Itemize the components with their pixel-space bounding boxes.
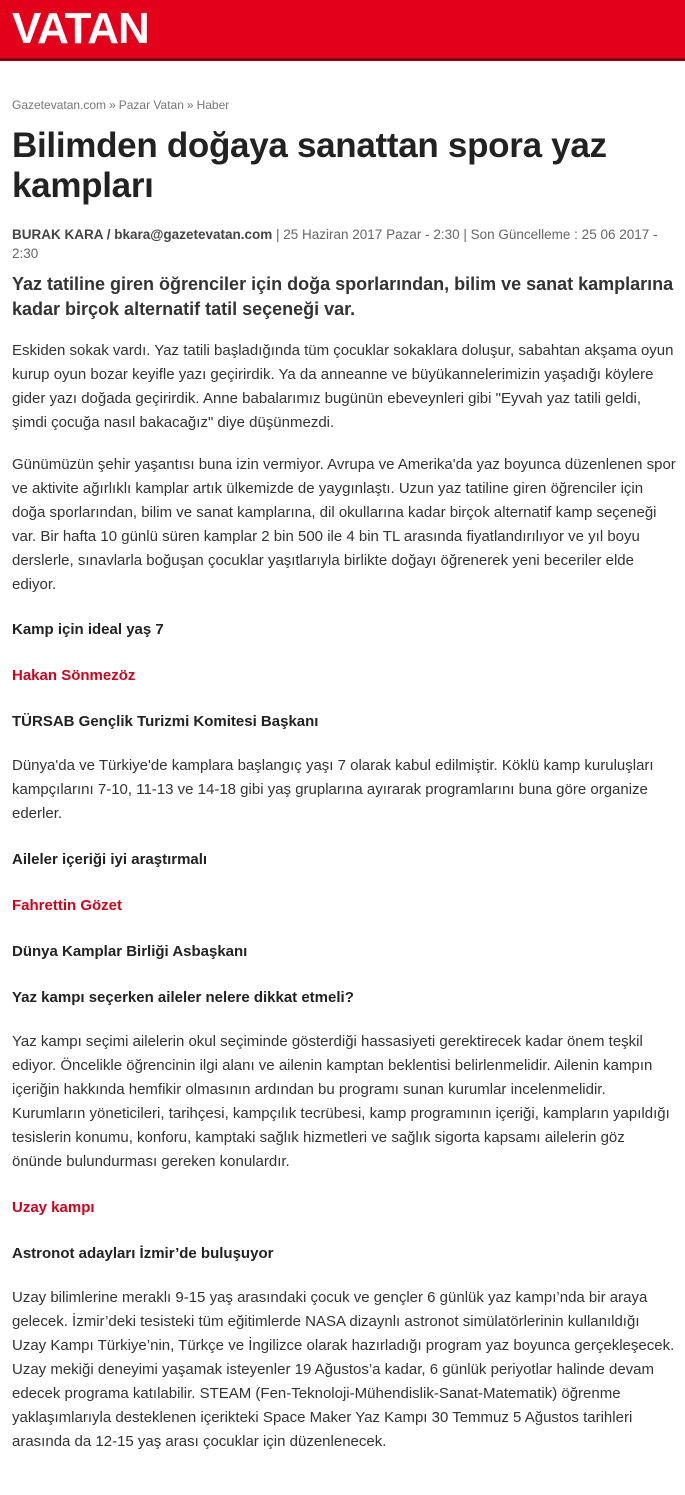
subheading-research: Aileler içeriği iyi araştırmalı [12, 851, 208, 868]
byline-date: 25 Haziran 2017 Pazar - 2:30 [283, 227, 460, 242]
paragraph-1: Eskiden sokak vardı. Yaz tatili başladığında tüm çocuklar sokaklara doluşur, sabahtan akşama oyun kurup oyun bozar keyifle yazı geçirirdik. Ya da anneanne ve büyükannelerimizin yaşadığı köylere gider yazı doğada geçirirdik. Anne babalarımız bugünün ebeveynleri gibi "Eyvah yaz tatili geldi, şimdi çocuğa nasıl bakacağız" diye düşünmezdi. [12, 342, 674, 431]
paragraph-2: Günümüzün şehir yaşantısı buna izin vermiyor. Avrupa ve Amerika'da yaz boyunca düzenlenen spor ve aktivite ağırlıklı kamplar artık ülkemizde de yaygınlaştı. Uzun yaz tatiline giren öğrenciler için doğa sporlarından, bilim ve sanat kamplarına, dil okullarına kadar birçok alternatif kamp seçeneği var. Bir hafta 10 günlü süren kamplar 2 bin 500 ile 4 bin TL arasında fiyatlandırılıyor ve yıl boyu derslerle, sınavlarla boğuşan çocuklar yaşıtlarıyla birlikte doğayı öğrenerek yeni beceriler elde ediyor. [12, 456, 676, 593]
paragraph-3: Dünya'da ve Türkiye'de kamplara başlangıç yaşı 7 olarak kabul edilmiştir. Köklü kamp kuruluşları kampçılarını 7-10, 11-13 ve 14-18 gibi yaş gruplarına ayırarak programlarını buna göre organize ederler. [12, 757, 654, 822]
byline-update: Son Güncelleme : 25 06 2017 - 2:30 [12, 227, 658, 261]
paragraph-4: Yaz kampı seçimi ailelerin okul seçiminde gösterdiği hassasiyeti gerektirecek kadar önem teşkil ediyor. Öncelikle öğrencinin ilgi alanı ve ailenin kamptan beklentisi belirlenmelidir. Ailenin kampın içeriğin hakkında hemfikir olmasının ardından bu programı sunan kurumlar incelenmelidir. Kurumların yöneticileri, tarihçesi, kampçılık tecrübesi, kamp programının içeriği, kampların yapıldığı tesislerin konumu, konforu, kamptaki sağlık hizmetleri ve sağlık sigorta kapsamı ailelerin göz önünde bulundurması gereken konulardır. [12, 1033, 670, 1170]
breadcrumb [12, 98, 676, 112]
interviewee-role-1: TÜRSAB Gençlik Turizmi Komitesi Başkanı [12, 713, 319, 730]
vatan-logo[interactable]: VATAN [12, 4, 149, 53]
breadcrumb-item-section[interactable]: Pazar Vatan [118, 98, 184, 112]
byline-author: BURAK KARA / bkara@gazetevatan.com [12, 227, 273, 242]
subheading-ideal-age: Kamp için ideal yaş 7 [12, 621, 164, 638]
breadcrumb-separator: » [186, 98, 194, 112]
interviewee-name-2: Fahrettin Gözet [12, 897, 123, 914]
site-header [0, 0, 685, 61]
article-title: Bilimden doğaya sanattan spora yaz kampları [12, 126, 607, 205]
breadcrumb-item-current[interactable]: Haber [196, 98, 230, 112]
article-lead: Yaz tatiline giren öğrenciler için doğa sporlarından, bilim ve sanat kamplarına kadar birçok alternatif tatil seçeneği var. [12, 274, 674, 319]
breadcrumb-separator: » [109, 98, 116, 112]
subheading-astronaut: Astronot adayları İzmir’de buluşuyor [12, 1245, 274, 1262]
article-byline [12, 225, 676, 263]
interviewee-role-2: Dünya Kamplar Birliği Asbaşkanı [12, 943, 248, 960]
interviewee-name-1: Hakan Sönmezöz [12, 667, 136, 684]
article-container [12, 98, 676, 1454]
subheading-space-camp: Uzay kampı [12, 1199, 95, 1216]
article-body [12, 339, 676, 1454]
paragraph-5: Uzay bilimlerine meraklı 9-15 yaş arasındaki çocuk ve gençler 6 günlük yaz kampı’nda bir araya gelecek. İzmir’deki tesisteki tüm eğitimlerde NASA dizaynlı astronot simülatörlerinin kullanıldığı Uzay Kampı Türkiye’nin, Türkçe ve İngilizce olarak hazırladığı program yaz boyunca gerçekleşecek. Uzay mekiği deneyimi yaşamak isteyenler 19 Ağustos’a kadar, 6 günlük periyotlar halinde devam edecek programa katılabilir. STEAM (Fen-Teknoloji-Mühendislik-Sanat-Matematik) öğrenme yaklaşımlarıyla desteklenen içerikteki Space Maker Yaz Kampı 30 Temmuz 5 Ağustos tarihleri arasında da 12-15 yaş arası çocuklar için düzenlenecek. [12, 1289, 675, 1450]
breadcrumb-item-home[interactable]: Gazetevatan.com [12, 98, 107, 112]
byline-separator: | [272, 227, 284, 242]
question-heading: Yaz kampı seçerken aileler nelere dikkat etmeli? [12, 989, 354, 1006]
byline-separator: | [459, 227, 471, 242]
